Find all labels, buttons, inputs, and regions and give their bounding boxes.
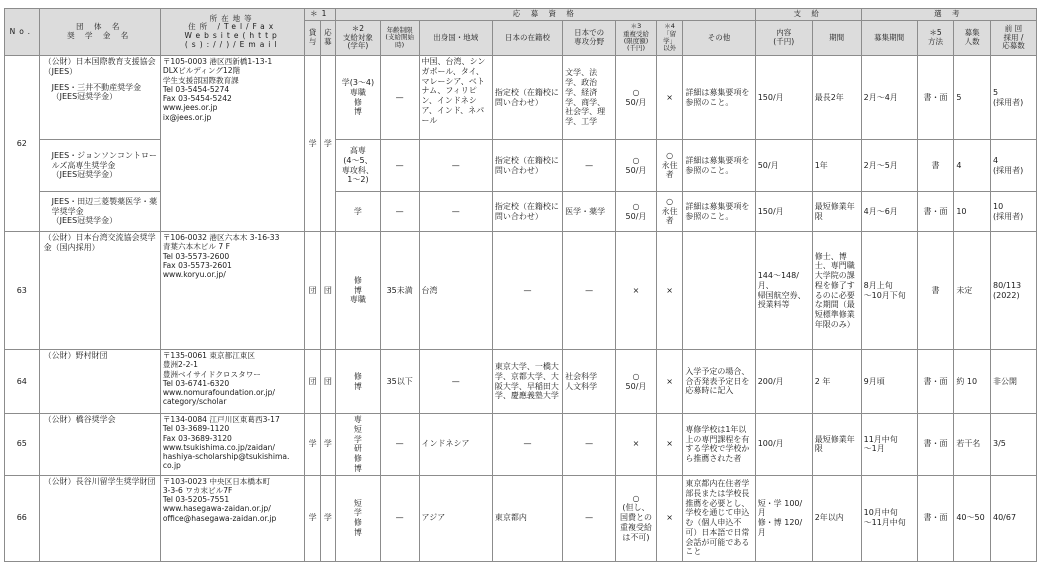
school-cell: 東京大学、一橋大学、京都大学、大阪大学、早稲田大学、慶應義塾大学 xyxy=(492,350,562,414)
address-cell: 〒106-0032 港区六本木 3-16-33 青葉六本木ビル 7 F Tel 03-5573-2600 Fax 03-5573-2601 www.koryu.or.jp/ xyxy=(160,232,305,350)
org-cell xyxy=(39,192,160,232)
table-header xyxy=(5,9,1037,56)
age-cell: — xyxy=(380,192,419,232)
field-cell: 文学、法学、政治学、経済学、商学、社会学、理学、工学 xyxy=(563,56,616,140)
org-name: （公財）長谷川留学生奨学財団 xyxy=(39,475,160,561)
duplicate-cell: ○ (但し、 国費との 重複受給 は不可) xyxy=(616,475,657,561)
header-selection: 選 考 xyxy=(861,9,1036,21)
method-cell: 書・面 xyxy=(917,192,954,232)
header-other: その他 xyxy=(683,21,755,56)
field-cell: — xyxy=(563,232,616,350)
duplicate-cell: × xyxy=(616,414,657,476)
header-qualification: 応 募 資 格 xyxy=(336,9,756,21)
loan-cell: 団 xyxy=(305,350,320,414)
nationality-cell: アジア xyxy=(419,475,492,561)
field-cell: 社会科学 人文科学 xyxy=(563,350,616,414)
loan-cell: 学 xyxy=(305,56,320,232)
app-period-cell: 4月〜6月 xyxy=(861,192,917,232)
target-cell: 専 短 学 研 修 博 xyxy=(336,414,381,476)
nationality-cell: — xyxy=(419,192,492,232)
period-cell: 1年 xyxy=(812,140,861,192)
num-cell: 約 10 xyxy=(954,350,991,414)
header-target: ＊2 支給対象 (学年) xyxy=(336,21,381,56)
table-row-62a xyxy=(5,56,1037,140)
header-loan: 貸 与 xyxy=(305,21,320,56)
row-no: 63 xyxy=(5,232,40,350)
org-cell xyxy=(39,56,160,140)
header-prev: 前 回 採用 / 応募数 xyxy=(990,21,1036,56)
grant-cell: 団 xyxy=(320,350,335,414)
grant-cell: 学 xyxy=(320,56,335,232)
field-cell: 医学・薬学 xyxy=(563,192,616,232)
org-cell xyxy=(39,140,160,192)
residence-cell: × xyxy=(656,350,682,414)
org-name: （公財）橋谷奨学会 xyxy=(39,414,160,476)
header-residence: ＊4 「留学」 以外 xyxy=(656,21,682,56)
prev-cell: 80/113 (2022) xyxy=(990,232,1036,350)
method-cell: 書・面 xyxy=(917,350,954,414)
method-cell: 書 xyxy=(917,140,954,192)
table-row-66 xyxy=(5,475,1037,561)
row-no: 64 xyxy=(5,350,40,414)
org-name: （公財）野村財団 xyxy=(39,350,160,414)
table-row-62b xyxy=(5,140,1037,192)
field-cell: — xyxy=(563,414,616,476)
amount-cell: 144〜148/月、 帰国航空券、 授業料等 xyxy=(755,232,812,350)
amount-cell: 150/月 xyxy=(755,56,812,140)
app-period-cell: 8月上旬 〜10月下旬 xyxy=(861,232,917,350)
age-cell: — xyxy=(380,56,419,140)
residence-cell: × xyxy=(656,414,682,476)
school-cell: 東京都内 xyxy=(492,475,562,561)
app-period-cell: 11月中旬 〜1月 xyxy=(861,414,917,476)
target-cell: 高専 (4〜5、 専攻科、 1〜2) xyxy=(336,140,381,192)
app-period-cell: 10月中旬 〜11月中旬 xyxy=(861,475,917,561)
duplicate-cell: ○ 50/月 xyxy=(616,140,657,192)
school-cell: 指定校（在籍校に問い合わせ） xyxy=(492,56,562,140)
header-org-name: 団 体 名 奨 学 金 名 xyxy=(39,9,160,56)
table-row-62c xyxy=(5,192,1037,232)
target-cell: 修 博 xyxy=(336,350,381,414)
prev-cell: 10 (採用者) xyxy=(990,192,1036,232)
scholarship-name: JEES・三井不動産奨学金 （JEES冠奨学金） xyxy=(51,82,142,102)
header-method: ＊5 方法 xyxy=(917,21,954,56)
other-cell: 詳細は募集要項を参照のこと。 xyxy=(683,140,755,192)
period-cell: 2 年 xyxy=(812,350,861,414)
header-period: 期間 xyxy=(812,21,861,56)
nationality-cell: インドネシア xyxy=(419,414,492,476)
duplicate-cell: × xyxy=(616,232,657,350)
header-field: 日本での 専攻分野 xyxy=(563,21,616,56)
age-cell: 35未満 xyxy=(380,232,419,350)
num-cell: 未定 xyxy=(954,232,991,350)
grant-cell: 学 xyxy=(320,475,335,561)
amount-cell: 150/月 xyxy=(755,192,812,232)
method-cell: 書 xyxy=(917,232,954,350)
target-cell: 修 博 専職 xyxy=(336,232,381,350)
nationality-cell: 中国、台湾、シンガポール、タイ、マレーシア、ベトナム、フィリピン、インドネシア、インド、ネパール xyxy=(419,56,492,140)
residence-cell: × xyxy=(656,475,682,561)
school-cell: — xyxy=(492,414,562,476)
prev-cell: 3/5 xyxy=(990,414,1036,476)
prev-cell: 4 (採用者) xyxy=(990,140,1036,192)
period-cell: 最短修業年限 xyxy=(812,192,861,232)
header-payment: 支 給 xyxy=(755,9,861,21)
address-cell: 〒134-0084 江戸川区東葛西3-17 Tel 03-3689-1120 Fax 03-3689-3120 www.tsukishima.co.jp/zaidan/ hashiya-scholarship@tsukishima. co.jp xyxy=(160,414,305,476)
address-cell: 〒105-0003 港区西新橋1-13-1 DLXビルディング12階 学生支援部国際教育課 Tel 03-5454-5274 Fax 03-5454-5242 www.jees.or.jp ix@jees.or.jp xyxy=(160,56,305,232)
header-address: 所在地等 住所 /Tel/Fax Website(http(s)://)/Email xyxy=(160,9,305,56)
field-cell: — xyxy=(563,140,616,192)
amount-cell: 短・学 100/月 修・博 120/月 xyxy=(755,475,812,561)
grant-cell: 団 xyxy=(320,232,335,350)
num-cell: 若干名 xyxy=(954,414,991,476)
header-duplicate: ＊3 重複受給 (限度額) (千円) xyxy=(616,21,657,56)
org-name: （公財）日本国際教育支援協会（JEES） xyxy=(43,57,156,76)
method-cell: 書・面 xyxy=(917,56,954,140)
header-no: No. xyxy=(5,9,40,56)
row-no: 66 xyxy=(5,475,40,561)
loan-cell: 学 xyxy=(305,475,320,561)
period-cell: 最長2年 xyxy=(812,56,861,140)
prev-cell: 5 (採用者) xyxy=(990,56,1036,140)
nationality-cell: — xyxy=(419,140,492,192)
table-row-63 xyxy=(5,232,1037,350)
header-age: 年齢制限 (支給開始時) xyxy=(380,21,419,56)
age-cell: — xyxy=(380,414,419,476)
other-cell: 入学予定の場合、合否発表予定日を応募時に記入 xyxy=(683,350,755,414)
residence-cell: ○ 永住 者 xyxy=(656,192,682,232)
target-cell: 短 学 修 博 xyxy=(336,475,381,561)
row-no: 65 xyxy=(5,414,40,476)
period-cell: 修士、博士、専門職大学院の課程を修了するのに必要な期間（最短標準修業年限のみ） xyxy=(812,232,861,350)
other-cell xyxy=(683,232,755,350)
school-cell: — xyxy=(492,232,562,350)
app-period-cell: 9月頃 xyxy=(861,350,917,414)
app-period-cell: 2月〜4月 xyxy=(861,56,917,140)
num-cell: 10 xyxy=(954,192,991,232)
header-app-period: 募集期間 xyxy=(861,21,917,56)
residence-cell: × xyxy=(656,232,682,350)
row-no: 62 xyxy=(5,56,40,232)
loan-cell: 学 xyxy=(305,414,320,476)
other-cell: 詳細は募集要項を参照のこと。 xyxy=(683,56,755,140)
org-name: （公財）日本台湾交流協会奨学金（国内採用） xyxy=(39,232,160,350)
amount-cell: 100/月 xyxy=(755,414,812,476)
prev-cell: 40/67 xyxy=(990,475,1036,561)
residence-cell: × xyxy=(656,56,682,140)
period-cell: 最短修業年限 xyxy=(812,414,861,476)
duplicate-cell: ○ 50/月 xyxy=(616,350,657,414)
method-cell: 書・面 xyxy=(917,475,954,561)
residence-cell: ○ 永住 者 xyxy=(656,140,682,192)
amount-cell: 200/月 xyxy=(755,350,812,414)
duplicate-cell: ○ 50/月 xyxy=(616,192,657,232)
other-cell: 詳細は募集要項を参照のこと。 xyxy=(683,192,755,232)
duplicate-cell: ○ 50/月 xyxy=(616,56,657,140)
address-cell: 〒103-0023 中央区日本橋本町 3-3-6 ワカ末ビル7F Tel 03-5205-7551 www.hasegawa-zaidan.or.jp/ office@hasegawa-zaidan.or.jp xyxy=(160,475,305,561)
amount-cell: 50/月 xyxy=(755,140,812,192)
other-cell: 専修学校は1年以上の専門課程を有する学校で学校から推薦された者 xyxy=(683,414,755,476)
table-row-64 xyxy=(5,350,1037,414)
school-cell: 指定校（在籍校に問い合わせ） xyxy=(492,192,562,232)
scholarship-table xyxy=(4,8,1037,562)
method-cell: 書・面 xyxy=(917,414,954,476)
field-cell: — xyxy=(563,475,616,561)
period-cell: 2年以内 xyxy=(812,475,861,561)
num-cell: 40〜50 xyxy=(954,475,991,561)
num-cell: 5 xyxy=(954,56,991,140)
header-mark1: ＊1 xyxy=(305,9,336,21)
grant-cell: 学 xyxy=(320,414,335,476)
age-cell: — xyxy=(380,475,419,561)
prev-cell: 非公開 xyxy=(990,350,1036,414)
age-cell: — xyxy=(380,140,419,192)
header-num: 募集 人数 xyxy=(954,21,991,56)
other-cell: 東京都内在住者学部長または学校長推薦を必要とし、学校を通じて申込む（個人申込不可）日本語で日常会話が可能であること xyxy=(683,475,755,561)
num-cell: 4 xyxy=(954,140,991,192)
loan-cell: 団 xyxy=(305,232,320,350)
header-school: 日本の在籍校 xyxy=(492,21,562,56)
table-row-65 xyxy=(5,414,1037,476)
target-cell: 学 xyxy=(336,192,381,232)
school-cell: 指定校（在籍校に問い合わせ） xyxy=(492,140,562,192)
header-grant: 応 募 xyxy=(320,21,335,56)
app-period-cell: 2月〜5月 xyxy=(861,140,917,192)
nationality-cell: — xyxy=(419,350,492,414)
target-cell: 学(3〜4) 専職 修 博 xyxy=(336,56,381,140)
scholarship-name: JEES・ジョンソンコントロールズ高専生奨学金 （JEES冠奨学金） xyxy=(51,150,158,180)
age-cell: 35以下 xyxy=(380,350,419,414)
header-nationality: 出身国・地域 xyxy=(419,21,492,56)
scholarship-name: JEES・田辺三菱製薬医学・薬学奨学金 （JEES冠奨学金） xyxy=(51,196,158,226)
address-cell: 〒135-0061 東京都江東区 豊洲2-2-1 豊洲ベイサイドクロスタワー Tel 03-6741-6320 www.nomurafoundation.or.jp/ category/scholar xyxy=(160,350,305,414)
header-amount: 内容 (千円) xyxy=(755,21,812,56)
nationality-cell: 台湾 xyxy=(419,232,492,350)
